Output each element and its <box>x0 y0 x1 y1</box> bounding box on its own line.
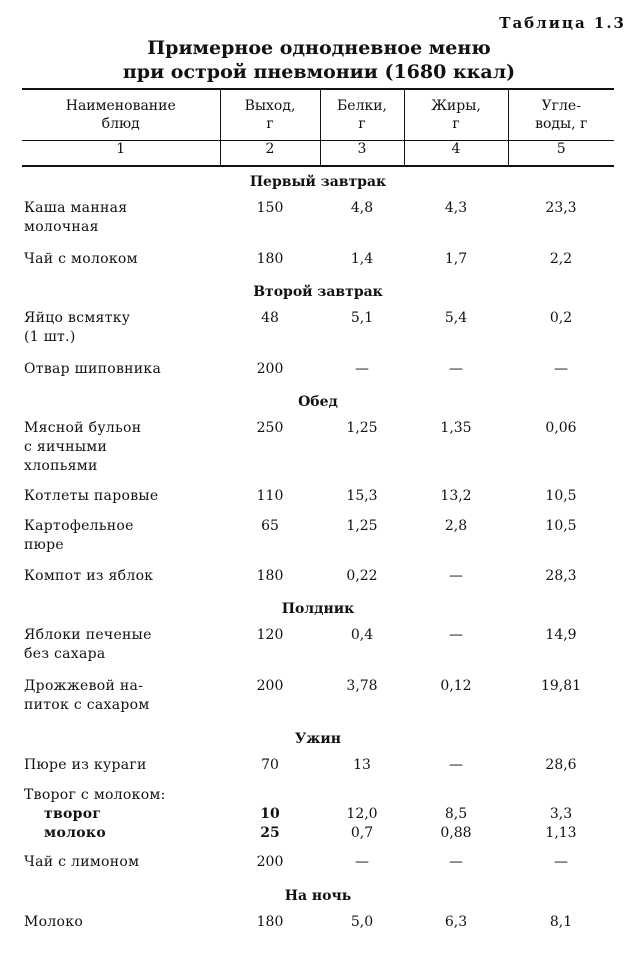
table-title-line2: при острой пневмонии (1680 ккал) <box>122 61 516 83</box>
header-dish-name: Наименование блюд <box>22 89 220 141</box>
table-row <box>22 485 614 515</box>
yield-cell: 180 <box>256 914 284 930</box>
carbs-cell: — <box>554 854 568 870</box>
dish-name: Каша манная молочная <box>24 200 128 235</box>
dish-name: Чай с лимоном <box>24 854 140 870</box>
table-title-line1: Примерное однодневное меню <box>147 37 491 59</box>
protein-cell: 12,0 0,7 <box>346 806 378 841</box>
section-header: Полдник <box>281 601 355 617</box>
protein-cell: 0,4 <box>350 627 374 643</box>
dish-name: Пюре из кураги <box>24 757 147 773</box>
protein-cell: 1,25 <box>346 518 378 534</box>
table-row <box>22 307 614 358</box>
table-row <box>22 911 614 941</box>
section-header: Второй завтрак <box>253 284 383 300</box>
protein-cell: 15,3 <box>346 488 378 504</box>
fat-cell: 2,8 <box>444 518 468 534</box>
fat-cell: 6,3 <box>444 914 468 930</box>
carbs-cell: 19,81 <box>540 678 582 694</box>
dish-name: Творог с молоком: творог молоко <box>24 787 166 841</box>
fat-cell: 8,5 0,88 <box>440 806 472 841</box>
yield-cell: 180 <box>256 568 284 584</box>
yield-cell: 250 <box>256 420 284 436</box>
protein-cell: — <box>355 854 369 870</box>
carbs-cell: 0,2 <box>549 310 573 326</box>
sub-item-name: молоко <box>44 825 106 841</box>
yield-cell: 150 <box>256 200 284 216</box>
protein-cell: 13 <box>353 757 371 773</box>
fat-cell: — <box>449 757 463 773</box>
column-number-row <box>22 141 614 167</box>
carbs-cell: 28,6 <box>545 757 577 773</box>
protein-cell: 3,78 <box>346 678 378 694</box>
protein-cell: 1,25 <box>346 420 378 436</box>
fat-cell: 1,7 <box>444 251 468 267</box>
column-number: 3 <box>320 141 404 167</box>
dish-name: Картофельное пюре <box>24 518 134 553</box>
menu-table <box>22 88 614 941</box>
carbs-cell: 3,3 1,13 <box>545 806 577 841</box>
header-yield: Выход, г <box>220 89 320 141</box>
yield-cell: 10 25 <box>260 806 280 841</box>
yield-cell: 110 <box>256 488 284 504</box>
carbs-cell: 0,06 <box>545 420 577 436</box>
dish-name: Яблоки печеные без сахара <box>24 627 152 662</box>
yield-cell: 180 <box>256 251 284 267</box>
table-row <box>22 675 614 724</box>
table-row <box>22 515 614 565</box>
table-row <box>22 565 614 594</box>
yield-cell: 70 <box>261 757 279 773</box>
header-protein: Белки, г <box>320 89 404 141</box>
carbs-cell: 10,5 <box>545 518 577 534</box>
dish-name: Чай с молоком <box>24 251 138 267</box>
dish-name: Яйцо всмятку (1 шт.) <box>24 310 131 345</box>
fat-cell: — <box>449 568 463 584</box>
dish-name: Компот из яблок <box>24 568 154 584</box>
carbs-cell: — <box>554 361 568 377</box>
table-number: Таблица 1.3 <box>499 14 626 32</box>
yield-cell: 48 <box>261 310 279 326</box>
fat-cell: 0,12 <box>440 678 472 694</box>
table-row <box>22 248 614 277</box>
dish-name: Мясной бульон с яичными хлопьями <box>24 420 142 474</box>
fat-cell: — <box>449 854 463 870</box>
table-row <box>22 358 614 387</box>
column-number: 1 <box>22 141 220 167</box>
sub-item-name: творог <box>44 806 102 822</box>
carbs-cell: 14,9 <box>545 627 577 643</box>
table-row <box>22 754 614 784</box>
carbs-cell: 10,5 <box>545 488 577 504</box>
dish-name: Отвар шиповника <box>24 361 162 377</box>
fat-cell: 5,4 <box>444 310 468 326</box>
dish-name: Котлеты паровые <box>24 488 159 504</box>
fat-cell: — <box>449 627 463 643</box>
table-row <box>22 417 614 485</box>
protein-cell: 0,22 <box>346 568 378 584</box>
protein-cell: — <box>355 361 369 377</box>
table-row <box>22 197 614 248</box>
yield-cell: 200 <box>256 678 284 694</box>
table-row <box>22 624 614 675</box>
protein-cell: 4,8 <box>350 200 374 216</box>
carbs-cell: 28,3 <box>545 568 577 584</box>
fat-cell: 13,2 <box>440 488 472 504</box>
section-header: Первый завтрак <box>249 174 387 190</box>
section-header: Ужин <box>294 731 342 747</box>
table-row <box>22 784 614 851</box>
protein-cell: 1,4 <box>350 251 374 267</box>
header-carbs: Угле- воды, г <box>508 89 614 141</box>
carbs-cell: 23,3 <box>545 200 577 216</box>
column-number: 5 <box>508 141 614 167</box>
section-header: Обед <box>298 394 338 410</box>
column-number: 2 <box>220 141 320 167</box>
fat-cell: — <box>449 361 463 377</box>
carbs-cell: 2,2 <box>549 251 573 267</box>
header-fat: Жиры, г <box>404 89 508 141</box>
yield-cell: 200 <box>256 361 284 377</box>
fat-cell: 1,35 <box>440 420 472 436</box>
dish-name: Молоко <box>24 914 84 930</box>
protein-cell: 5,1 <box>350 310 374 326</box>
fat-cell: 4,3 <box>444 200 468 216</box>
yield-cell: 65 <box>261 518 279 534</box>
dish-name: Дрожжевой на- питок с сахаром <box>24 678 150 713</box>
section-header: На ночь <box>284 888 352 904</box>
header-row <box>22 89 614 141</box>
yield-cell: 200 <box>256 854 284 870</box>
column-number: 4 <box>404 141 508 167</box>
protein-cell: 5,0 <box>350 914 374 930</box>
table-row <box>22 851 614 881</box>
yield-cell: 120 <box>256 627 284 643</box>
carbs-cell: 8,1 <box>549 914 573 930</box>
